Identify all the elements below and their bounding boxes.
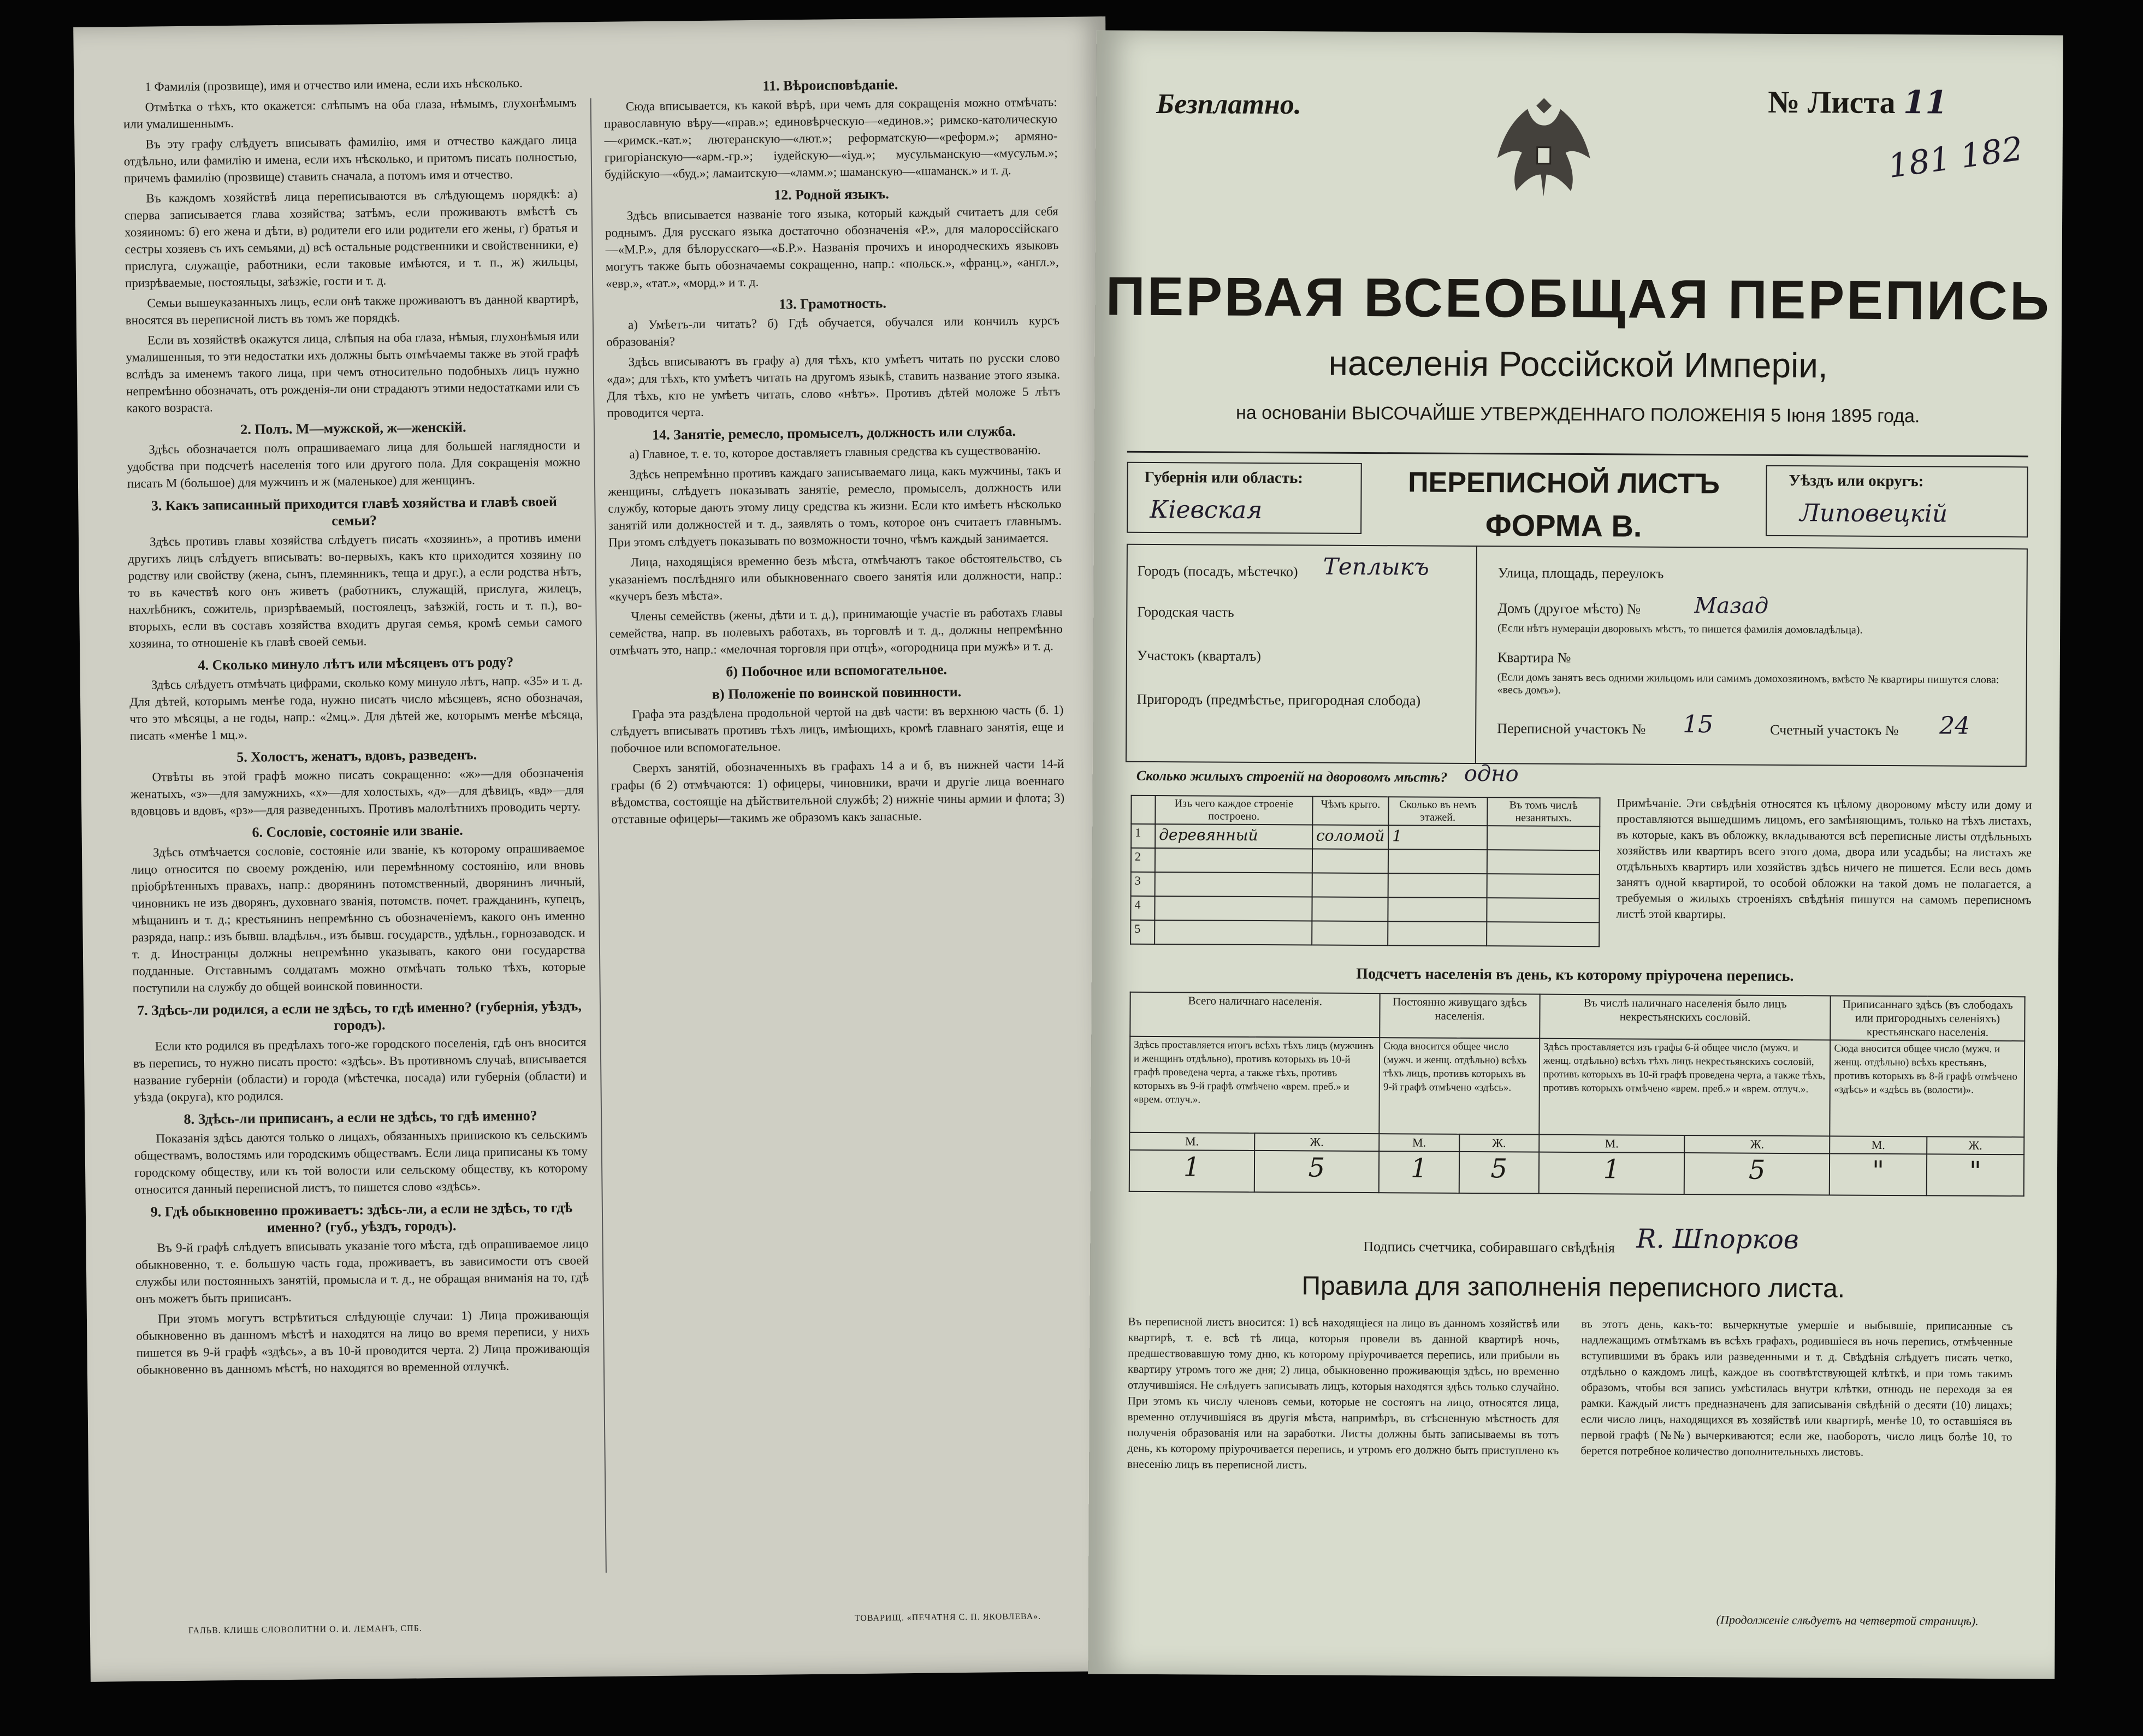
instruction-paragraph: Показанія здѣсь даются только о лицахъ, обязанныхъ припискою къ сельскимъ обществамъ, волостямъ или городскимъ обществамъ. Если лица приписаны къ тому городскому обществу, или къ той волости или сельскому обществу, къ которому относится данный переписной листъ, то пишется слово «здѣсь». [134,1127,588,1196]
right-page [1088,30,2063,1679]
census-subtitle: населенія Россійской Имперіи, [1328,343,1828,386]
gubernia-label: Губернія или область: [1144,468,1304,487]
section-heading: 4. Сколько минуло лѣтъ или мѣсяцевъ отъ роду? [198,654,514,673]
house-label: Домъ (другое мѣсто) № [1497,600,1641,617]
instructions-column-2 [603,69,1073,1592]
corner-handwritten-number: 181 182 [1886,129,2026,186]
count-title: Подсчетъ населенія въ день, къ которому пріурочена перепись. [1356,965,1794,985]
section-heading: 9. Гдѣ обыкновенно проживаетъ: здѣсь-ли, а если не здѣсь, то гдѣ именно? (губ., уѣздъ, городъ). [150,1199,573,1236]
section-heading: 11. Вѣроисповѣданіе. [762,76,898,94]
building-floors-cell[interactable] [1388,849,1487,874]
female-subheader: Ж. [1927,1136,2024,1154]
count-group-description: Здѣсь проставляется изъ графы 6-й общее число (мужч. и женщ. отдѣльно) всѣхъ тѣхъ лицъ некрестьянскихъ сословій, противъ которыхъ въ 10-й графѣ проведена черта, а также тѣхъ, противъ которыхъ отмѣчено «врем. преб.» и «врем. отлуч.». [1539,1039,1830,1136]
instruction-paragraph: Въ 9-й графѣ слѣдуетъ вписывать указаніе того мѣста, гдѣ опрашиваемое лицо обыкновенно, т. е. большую часть года, проживаетъ, въ зависимости отъ своей службы или постоянныхъ занятій, промысла и т. д., не обращая вниманія на то, гдѣ онъ можетъ быть приписанъ. [135,1236,589,1306]
census-basis: на основаніи ВЫСОЧАЙШЕ УТВЕРЖДЕННАГО ПОЛОЖЕНІЯ 5 Іюня 1895 года. [1235,402,1920,427]
building-floors-cell[interactable]: 1 [1388,825,1487,850]
gubernia-box [1127,462,1362,534]
instruction-paragraph: Семьи вышеуказанныхъ лицъ, если онѣ также проживаютъ въ данной квартирѣ, вносятся въ переписной листъ въ томъ же порядкѣ. [125,292,579,328]
apartment-label: Квартира № [1497,649,1571,666]
city-value[interactable]: Теплыкъ [1323,553,1429,580]
section-heading: 13. Грамотность. [779,295,887,312]
instruction-paragraph: Отвѣты въ этой графѣ можно писать сокращенно: «ж»—для обозначенія женатыхъ, «з»—для замужнихъ, «х»—для холостыхъ, «д»—для дѣвицъ, «вд»—для вдовцовъ и вдовъ, «рз»—для разведенныхъ. Противъ малолѣтнихъ проводить черту. [130,766,584,818]
sheet-number [1768,83,1947,121]
buildings-note: Примѣчаніе. Эти свѣдѣнія относятся къ цѣлому дворовому мѣсту или дому и проставляются вышедшимъ лицомъ, его замѣняющимъ, только на тѣхъ листахъ, въ которые, какъ въ обложку, вкладываются всѣ переписные листы отдѣльныхъ хозяйствъ или квартиръ всего этого дома, двора или усадьбы; на листахъ же отдѣльныхъ квартиръ или хозяйствъ здѣсь ничего не пишется. Если весь домъ занятъ одной квартирой, то особой обложки на такой домъ не полагается, а требуемыя о жилыхъ строеніяхъ свѣдѣнія пишутся на самомъ переписномъ листѣ этой квартиры. [1616,796,2032,921]
building-material-cell[interactable] [1155,920,1312,945]
female-subheader: Ж. [1459,1134,1539,1152]
house-note: (Если нѣтъ нумераціи дворовыхъ мѣстъ, то пишется фамилія домовладѣльца). [1497,622,1863,636]
street-label: Улица, площадь, переулокъ [1497,565,1664,582]
floors-header: Сколько въ немъ этажей. [1388,797,1487,826]
table-row [1131,848,1600,874]
count-value-cell[interactable]: 5 [1459,1152,1539,1194]
dwellings-label: Сколько жилыхъ строеній на дворовомъ мѣстѣ? [1136,767,1448,785]
building-vacant-cell[interactable] [1487,922,1600,946]
population-count-table [1129,992,2026,1197]
male-subheader: М. [1830,1136,1927,1154]
section-heading: 12. Родной языкъ. [774,186,889,203]
count-group-description: Сюда вносится общее число (мужч. и женщ. отдѣльно) всѣхъ крестьянъ, противъ которыхъ въ 8-й графѣ отмѣчено «здѣсь» и «здѣсь въ (волости)». [1830,1040,2025,1137]
instruction-paragraph: Здѣсь отмѣчается сословіе, состояніе или званіе, къ которому опрашиваемое лицо относится по своему рожденію, или перемѣнному состоянію, или вновь пріобрѣтенныхъ правахъ, напр.: дворянинъ потомственный, дворянинъ личный, чиновникъ не изъ дворянъ, духовнаго званія, потомств. почет. гражданинъ, купецъ, мѣщанинъ и т. д.; крестьянинъ непремѣнно съ обозначеніемъ, какого онъ именно разряда, напр.: изъ бывш. владѣльч., изъ бывш. государств., удѣльн., горнозаводск. и т. д. Иностранцы должны непремѣнно указывать, какого они государства подданные. Отставнымъ солдатамъ можно отмѣчать только тѣхъ, которые поступили на службу до общей воинской повинности. [131,841,586,995]
vacant-header: Въ томъ числѣ незанятыхъ. [1487,797,1600,826]
dwellings-value[interactable]: одно [1464,761,1519,787]
instruction-paragraph: Здѣсь вписывается названіе того языка, который каждый считаетъ для себя роднымъ. Для русскаго языка достаточно обозначенія «Р.», для малороссійскаго—«М.Р.», для бѣлорусскаго—«Б.Р.». Названія прочихъ и инородческихъ языковъ могутъ также быть обозначаемы сокращенно, напр.: «польск.», «франц.», «англ.», «евр.», «тат.», «морд.» и т. д. [605,204,1059,291]
count-value-cell[interactable]: 5 [1254,1151,1379,1193]
city-label: Городъ (посадъ, мѣстечко) [1137,562,1298,580]
form-name: ПЕРЕПИСНОЙ ЛИСТЪ [1408,466,1720,500]
apartment-note: (Если домъ занятъ весь одними жильцомъ или самимъ домохозяиномъ, вмѣсто № квартиры пишутся слова: «весь домъ»). [1497,671,1999,696]
count-group-description: Здѣсь проставляется итогъ всѣхъ тѣхъ лицъ (мужчинъ и женщинъ отдѣльно), противъ которыхъ въ 10-й графѣ проведена черта, а также тѣхъ, противъ которыхъ въ 9-й графѣ отмѣчено «врем. преб.» и «врем. отлуч.». [1129,1036,1380,1134]
instruction-paragraph: Отмѣтка о тѣхъ, кто окажется: слѣпымъ на оба глаза, нѣмымъ, глухонѣмымъ или умалишеннымъ. [123,96,577,132]
instruction-paragraph: 1 Фамилія (прозвище), имя и отчество или имена, если ихъ нѣсколько. [145,76,523,94]
count-value-cell[interactable]: " [1927,1154,2024,1196]
building-material-cell[interactable]: деревянный [1155,824,1312,849]
count-district-label: Счетный участокъ № [1770,721,1899,739]
city-part-label: Городская часть [1137,603,1234,620]
building-vacant-cell[interactable] [1487,874,1600,898]
building-material-cell[interactable] [1155,872,1312,897]
section-heading: 7. Здѣсь-ли родился, а если не здѣсь, то гдѣ именно? (губернія, уѣздъ, городъ). [137,998,582,1034]
instruction-paragraph: а) Умѣетъ-ли читать? б) Гдѣ обучается, обучался или кончилъ курсъ образованія? [606,313,1060,349]
printer-footer-left: ГАЛЬВ. КЛИШЕ СЛОВОЛИТНИ О. И. ЛЕМАНЪ, СПБ. [188,1624,422,1636]
census-district-value[interactable]: 15 [1683,710,1714,739]
district-label: Участокъ (кварталъ) [1136,647,1262,664]
count-group-description: Сюда вносится общее число (мужч. и женщ. отдѣльно) всѣхъ тѣхъ лицъ, противъ которыхъ въ 9-й графѣ отмѣчено «здѣсь». [1380,1038,1540,1135]
count-group-header: Приписаннаго здѣсь (въ слободахъ или пригородныхъ селеніяхъ) крестьянскаго населенія. [1831,996,2025,1041]
instruction-paragraph: Въ эту графу слѣдуетъ вписывать фамилію, имя и отчество каждаго лица отдѣльно, или фамилію и имена, если ихъ нѣсколько, и притомъ писать полностью, причемъ фамилію (прозвище) ставить сначала, а потомъ имя и отчество. [123,133,577,186]
instruction-paragraph: Сверхъ занятій, обозначенныхъ въ графахъ 14 а и б, въ нижней части 14-й графы (б 2) отмѣчаются: 1) офицеры, чиновники, врачи и другіе лица военнаго вѣдомства, состоящіе на дѣйствительной службѣ; 2) нижніе чины армии и флота; 3) отставные офицеры—такимъ же образомъ какъ запасные. [611,757,1065,826]
female-subheader: Ж. [1254,1133,1380,1151]
instruction-paragraph: Здѣсь непремѣнно противъ каждаго записываемаго лица, какъ мужчины, такъ и женщины, слѣдуетъ показывать занятіе, ремесло, промыселъ, должность или службу, которые даютъ этому лицу средства къ жизни. Если кто имѣетъ нѣсколько занятій или должностей и т. д., заявлять о томъ, которое онъ считаетъ главнымъ. При этомъ слѣдуетъ показывать по возможности точно, чѣмъ каждый занимается. [608,463,1062,549]
left-page [73,16,1123,1682]
male-subheader: М. [1539,1135,1684,1153]
instructions-column-1 [123,74,592,1597]
section-heading: 2. Полъ. М—мужской, ж—женскій. [240,419,466,437]
building-roof-cell[interactable]: соломой [1312,825,1389,849]
female-subheader: Ж. [1684,1135,1830,1153]
building-n-cell: 4 [1130,896,1155,920]
building-roof-cell[interactable] [1312,849,1389,873]
column-divider [590,98,607,1573]
instruction-paragraph: Графа эта раздѣлена продольной чертой на двѣ части: въ верхнюю часть (б. 1) слѣдуетъ вписывать противъ тѣхъ лицъ, имѣющихъ, кромѣ главнаго занятія, еще и побочное или вспомогательное. [610,703,1064,755]
section-heading: 5. Холостъ, женатъ, вдовъ, разведенъ. [236,746,477,765]
count-value-cell[interactable]: 1 [1539,1152,1685,1194]
material-header: Изъ чего каждое строеніе построено. [1155,796,1312,825]
male-subheader: М. [1129,1133,1254,1151]
suburb-label: Пригородъ (предмѣстье, пригородная слобода) [1136,691,1421,709]
sheet-number-label: № Листа [1768,84,1896,121]
form-letter: ФОРМА В. [1485,508,1642,543]
table-row [1130,896,1599,922]
section-heading: б) Побочное или вспомогательное. [726,661,948,680]
section-heading: 6. Сословіе, состояніе или званіе. [252,822,463,840]
building-n-cell: 3 [1131,872,1155,896]
instruction-paragraph: Сюда вписывается, къ какой вѣрѣ, при чемъ для сокращенія можно отмѣчать: православную вѣру—«прав.»; единовѣрческую—«единов.»; римско-католическую—«римск.-кат.»; лютеранскую—«лют.»; реформатскую—«реформ.»; армяно-григоріанскую—«арм.-гр.»; іудейскую—«іуд.»; мусульманскую—«мусульм.»; будійскую—«буд.»; ламаитскую—«ламм.»; шаманскую—«шаманск.» и т. д. [603,95,1058,181]
section-heading: в) Положеніе по воинской повинности. [712,684,962,702]
count-value-cell[interactable]: " [1830,1153,1927,1195]
count-group-header: Въ числѣ наличнаго населенія было лицъ некрестьянскихъ сословій. [1540,994,1831,1040]
instruction-paragraph: Въ каждомъ хозяйствѣ лица переписываются въ слѣдующемъ порядкѣ: а) сперва записывается глава хозяйства; затѣмъ, если проживаютъ вмѣстѣ съ хозяиномъ: б) его жена и дѣти, в) родители его или родители его жены, г) братья и сестры хозяевъ съ ихъ семьями, д) всѣ остальные родственники и свойственники, е) прислуга, служащіе, работники, если таковые имѣются, и т. п., ж) жильцы, призрѣваемые, постояльцы, заѣзжіе, гости и т. д. [124,187,578,291]
building-vacant-cell[interactable] [1487,850,1600,874]
instruction-paragraph: Здѣсь противъ главы хозяйства слѣдуетъ писать «хозяинъ», а противъ имени другихъ лицъ слѣдуетъ вписывать: во-первыхъ, какъ кто приходится хозяину по родству или свойству (жена, сынъ, племянникъ, теща и друг.), а если родства нѣтъ, то въ качествѣ кого онъ живетъ (работникъ, служащій, прислуга, жилецъ, нахлѣбникъ, сожитель, призрѣваемый, постоялецъ, заѣзжій, гость и т. п.), во-вторыхъ, если въ составъ хозяйства входитъ другая семья, кромѣ семьи самого хозяина, то отношеніе къ главѣ своей семьи. [128,530,582,650]
uezd-box [1766,465,2028,538]
rules-title: Правила для заполненія переписного листа. [1301,1271,1845,1304]
instruction-paragraph: Здѣсь обозначается полъ опрашиваемаго лица для большей наглядности и удобства при подсчетѣ населенія того или другого пола. Для сокращенія можно писать М (большое) для мужчинъ и ж (маленькое) для женщинъ. [127,438,581,490]
buildings-table [1130,795,1600,947]
section-heading: 8. Здѣсь-ли приписанъ, а если не здѣсь, то гдѣ именно? [183,1107,537,1127]
building-material-cell[interactable] [1155,896,1312,921]
instruction-paragraph: Члены семействъ (жены, дѣти и т. д.), принимающіе участіе въ работахъ главы семейства, напр. въ полевыхъ работахъ, въ торговлѣ и т. д., должны непремѣнно отмѣчать это, напр.: «мелочная торговля при отцѣ», «огородница при мужѣ» и т. д. [609,605,1063,657]
divider [1127,451,2028,458]
building-roof-cell[interactable] [1312,921,1388,945]
instruction-paragraph: Если кто родился въ предѣлахъ того-же городского поселенія, гдѣ онъ вносится въ перепись, то нужно писать просто: «здѣсь». Въ противномъ случаѣ, вписывается название губерніи (области) и города (мѣстечка, посада) или губернія (области) и уѣзда (округа), кто родился. [133,1035,587,1104]
building-floors-cell[interactable] [1388,921,1487,946]
sheet-number-value: 11 [1903,84,1947,121]
count-value-cell[interactable]: 1 [1129,1150,1254,1192]
section-heading: 3. Какъ записанный приходится главѣ хозяйства и главѣ своей семьи? [151,493,557,529]
printer-footer-right: ТОВАРИЩ. «ПЕЧАТНЯ С. П. ЯКОВЛЕВА». [854,1611,1041,1624]
table-row [1131,824,1600,850]
instruction-paragraph: Лица, находящіяся временно безъ мѣста, отмѣчаютъ такое обстоятельство, съ указаніемъ послѣдняго или обыкновеннаго своего занятія или должности, напр.: «кучеръ безъ мѣста». [608,551,1062,603]
instruction-paragraph: а) Главное, т. е. то, которое доставляетъ главныя средства къ существованію. [629,443,1041,461]
free-label: Безплатно. [1156,88,1301,121]
signature-label: Подпись счетчика, собиравшаго свѣдѣнія [1363,1238,1615,1256]
house-value[interactable]: Мазад [1694,593,1769,619]
census-district-label: Переписной участокъ № [1497,720,1646,737]
census-title: ПЕРВАЯ ВСЕОБЩАЯ ПЕРЕПИСЬ [1105,265,2052,332]
building-vacant-cell[interactable] [1487,826,1600,850]
uezd-label: Уѣздъ или округъ: [1789,472,1924,490]
gubernia-value[interactable]: Кіевская [1150,495,1263,524]
building-vacant-cell[interactable] [1487,898,1600,922]
building-material-cell[interactable] [1155,848,1312,873]
section-heading: 14. Занятіе, ремесло, промыселъ, должность или служба. [652,423,1016,443]
count-group-header: Всего наличнаго населенія. [1130,992,1380,1038]
building-n-cell: 1 [1131,824,1155,848]
building-floors-cell[interactable] [1388,873,1487,898]
instruction-paragraph: Здѣсь вписываютъ въ графу а) для тѣхъ, кто умѣетъ читать по русски слово «да»; для тѣхъ, кто умѣетъ читать на другомъ языкѣ, ставить название этого языка. Для тѣхъ, кто не умѣетъ читать, слово «нѣтъ». Противъ дѣтей моложе 5 лѣтъ проводится черта. [606,351,1061,420]
instruction-paragraph: Здѣсь слѣдуетъ отмѣчать цифрами, сколько кому минуло лѣтъ, напр. «35» и т. д. Для дѣтей, которымъ менѣе года, нужно писать число мѣсяцевъ, ясно обозначая, что это мѣсяцы, а не годы, напр.: «2мц.». Для дѣтей же, которымъ менѣе мѣсяца, писать «менѣе 1 мц.». [129,673,583,743]
instruction-paragraph: При этомъ могутъ встрѣтиться слѣдующіе случаи: 1) Лица проживающія обыкновенно въ данномъ мѣстѣ и находятся на лицо во время переписи, у нихъ пишется въ 9-й графѣ «здѣсь», а въ 10-й проводится черта. 2) Лица проживающія обыкновенно въ данномъ мѣстѣ, но находятся во временной отлучкѣ. [136,1307,590,1377]
continuation-note: (Продолженіе слѣдуетъ на четвертой страницѣ). [1716,1613,1979,1628]
rules-column-1: Въ переписной листъ вносится: 1) всѣ находящіеся на лицо въ данномъ хозяйствѣ или квартирѣ, т. е. всѣ тѣ лица, которыя провели въ данной квартирѣ ночь, предшествовавшую тому дню, къ которому пріурочивается перепись, или прибыли въ квартиру утромъ того же дня; 2) лица, обыкновенно проживающія здѣсь, но временно отлучившіяся. Не слѣдуетъ записывать лицъ, которыя находятся здѣсь только случайно. При этомъ къ числу членовъ семьи, которые не состоятъ на лицо, относятся лица, временно отлучившіяся въ другія мѣста, напримѣръ, въ стѣсненную мѣстность для полученія образованія или на заработки. Листы должны быть записываемы въ тотъ день, къ которому пріурочивается перепись, и утромъ его должно быть приступлено къ внесенію лицъ въ переписной листъ. [1127,1314,1560,1472]
row-number-header [1131,796,1155,824]
building-n-cell: 2 [1131,848,1155,872]
uezd-value[interactable]: Липовецкій [1799,499,1948,528]
signature-value[interactable]: R. Шпорков [1636,1223,1799,1255]
count-value-cell[interactable]: 5 [1684,1153,1830,1195]
roof-header: Чѣмъ крыто. [1312,796,1389,825]
rules-column-2: въ этотъ день, какъ-то: вычеркнутые умершіе и выбывшіе, приписанные съ надлежащимъ отмѣткамъ въ всѣхъ графахъ, родившіеся въ ночь перепись, отмѣченные вступившими въ бракъ или разведенными и т. д. Свѣдѣнія слѣдуетъ писать четко, отдѣльно о каждомъ лицѣ, каждое въ соотвѣтствующей клѣткѣ, и при томъ такимъ образомъ, чтобы вся запись умѣстилась внутри клѣтки, отнюдь не переходя за ея рамки. Каждый листъ предназначенъ для записыванія свѣдѣній о десяти (10) лицахъ; если число лицъ, находящихся въ хозяйствѣ или квартирѣ, менѣе 10, то оставшіяся въ первой графѣ (№№) вычеркиваются; если же, наоборотъ, число лицъ болѣе 10, то берется потребное количество дополнительныхъ листовъ. [1580,1317,2013,1459]
count-district-value[interactable]: 24 [1939,712,1970,740]
male-subheader: М. [1379,1134,1459,1152]
building-floors-cell[interactable] [1388,897,1487,922]
count-value-cell[interactable]: 1 [1379,1151,1459,1193]
building-n-cell: 5 [1130,920,1155,944]
imperial-eagle-emblem [1489,87,1599,213]
count-group-header: Постоянно живущаго здѣсь населенія. [1380,993,1540,1039]
table-row [1131,872,1600,898]
instruction-paragraph: Если въ хозяйствѣ окажутся лица, слѣпыя на оба глаза, нѣмыя, глухонѣмыя или умалишенныя, то эти недостатки ихъ должны быть отмѣчаемы также въ этой графѣ вслѣдъ за именемъ такого лица, при чемъ относительно подобныхъ лицъ нужно непремѣнно обозначать, отъ рожденія-ли они страдаютъ этими недостатками или съ какого возраста. [126,329,580,415]
building-roof-cell[interactable] [1312,897,1388,921]
building-roof-cell[interactable] [1312,873,1388,897]
table-row [1130,920,1599,946]
